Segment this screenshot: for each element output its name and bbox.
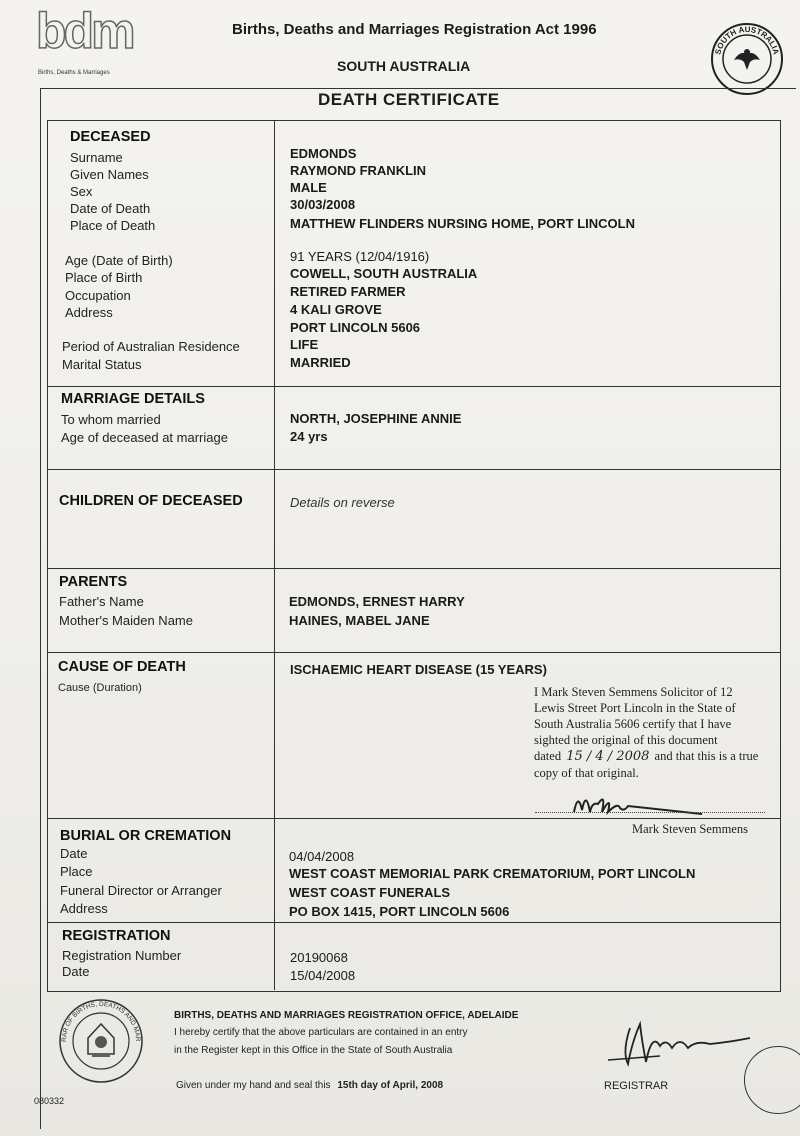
value-funeral-address: PO BOX 1415, PORT LINCOLN 5606 [289,904,510,919]
label-residence-period: Period of Australian Residence [62,339,240,354]
label-spouse: To whom married [61,412,161,427]
certify-line-1: I hereby certify that the above particulars are contained in an entry [174,1027,468,1038]
dated-label: dated [534,749,562,763]
value-cause: ISCHAEMIC HEART DISEASE (15 YEARS) [290,662,547,677]
label-occupation: Occupation [65,288,131,303]
column-divider [274,120,275,990]
label-sex: Sex [70,184,93,199]
value-registration-number: 20190068 [290,950,348,965]
value-address-line2: PORT LINCOLN 5606 [290,320,421,335]
label-surname: Surname [70,150,123,165]
section-children: CHILDREN OF DECEASED [59,493,243,509]
solicitor-name: Mark Steven Semmens [632,822,748,836]
registration-office: BIRTHS, DEATHS AND MARRIAGES REGISTRATION OFFICE, ADELAIDE [174,1010,519,1021]
label-mother: Mother's Maiden Name [59,613,193,628]
emblem-icon [710,22,784,96]
value-registration-date: 15/04/2008 [290,968,356,983]
registrar-signature [600,1012,760,1074]
label-registration-date: Date [62,964,90,979]
label-marital-status: Marital Status [62,357,142,372]
value-funeral-director: WEST COAST FUNERALS [289,885,451,900]
value-sex: MALE [290,180,327,195]
value-residence-period: LIFE [290,337,319,352]
form-number: 080332 [34,1096,65,1106]
label-date-of-death: Date of Death [70,201,151,216]
certification-body: I Mark Steven Semmens Solicitor of 12 Lewis Street Port Lincoln in the State of South Australia 5606 certify that I have sighted the original of this document [534,685,736,747]
value-age-at-marriage: 24 yrs [290,429,328,444]
registrar-seal-icon [58,998,144,1084]
divider-registration [47,922,781,923]
certification-dated [534,748,766,781]
divider-children [47,469,781,470]
logo-subtitle: Births, Deaths & Marriages [38,70,110,76]
divider-cause [47,652,781,653]
value-burial-date: 04/04/2008 [289,849,355,864]
value-marital-status: MARRIED [290,355,351,370]
dated-value: 15 / 4 / 2008 [566,749,650,764]
south-australia-emblem [710,22,784,96]
given-date: 15th day of April, 2008 [337,1080,444,1091]
seal-text: SOUTH AUSTRALIA [713,24,781,56]
value-children: Details on reverse [290,495,395,510]
divider-marriage [47,386,781,387]
section-cause: CAUSE OF DEATH [58,659,186,675]
value-given-names: RAYMOND FRANKLIN [290,163,427,178]
solicitor-signature [562,782,712,822]
section-parents: PARENTS [59,574,128,590]
label-funeral-address: Address [60,901,108,916]
label-place-of-death: Place of Death [70,218,156,233]
value-burial-place: WEST COAST MEMORIAL PARK CREMATORIUM, PORT LINCOLN [289,866,696,881]
label-cause: Cause (Duration) [58,682,142,694]
state-name: SOUTH AUSTRALIA [337,58,471,74]
value-date-of-death: 30/03/2008 [290,197,356,212]
label-father: Father's Name [59,594,144,609]
label-given-names: Given Names [70,167,149,182]
value-spouse: NORTH, JOSEPHINE ANNIE [290,411,462,426]
section-registration: REGISTRATION [62,928,171,944]
label-funeral-director: Funeral Director or Arranger [60,883,222,898]
divider-parents [47,568,781,569]
value-age: 91 YEARS (12/04/1916) [290,249,430,264]
given-prefix: Given under my hand and seal this [176,1080,331,1091]
value-place-of-death: MATTHEW FLINDERS NURSING HOME, PORT LINCOLN [290,216,635,231]
label-burial-place: Place [60,864,93,879]
act-title: Births, Deaths and Marriages Registration Act 1996 [232,21,597,38]
registrar-seal-text: RAR OF BIRTHS, DEATHS AND MAR [60,1000,142,1043]
given-line [176,1080,443,1091]
value-address-line1: 4 KALI GROVE [290,302,382,317]
label-age-at-marriage: Age of deceased at marriage [61,430,228,445]
value-mother: HAINES, MABEL JANE [289,613,430,628]
certification-end: and that this is a true copy of that original. [534,749,759,780]
bdm-logo [34,3,133,76]
value-occupation: RETIRED FARMER [290,284,406,299]
value-surname: EDMONDS [290,146,357,161]
signature-icon [562,782,712,822]
value-place-of-birth: COWELL, SOUTH AUSTRALIA [290,266,478,281]
registrar-label: REGISTRAR [604,1080,669,1092]
label-age: Age (Date of Birth) [65,253,173,268]
section-marriage: MARRIAGE DETAILS [61,391,205,407]
section-burial: BURIAL OR CREMATION [60,828,232,844]
label-address: Address [65,305,113,320]
certify-line-2: in the Register kept in this Office in the State of South Australia [174,1045,453,1056]
label-burial-date: Date [60,846,88,861]
signature-line [535,812,765,813]
label-registration-number: Registration Number [62,948,182,963]
registrar-seal [58,998,144,1084]
logo-word: bdm [36,3,133,59]
label-place-of-birth: Place of Birth [65,270,143,285]
document-title: DEATH CERTIFICATE [318,90,500,109]
registrar-signature-icon [600,1012,760,1074]
certification-text [534,684,766,748]
section-deceased: DECEASED [70,129,151,145]
value-father: EDMONDS, ERNEST HARRY [289,594,465,609]
